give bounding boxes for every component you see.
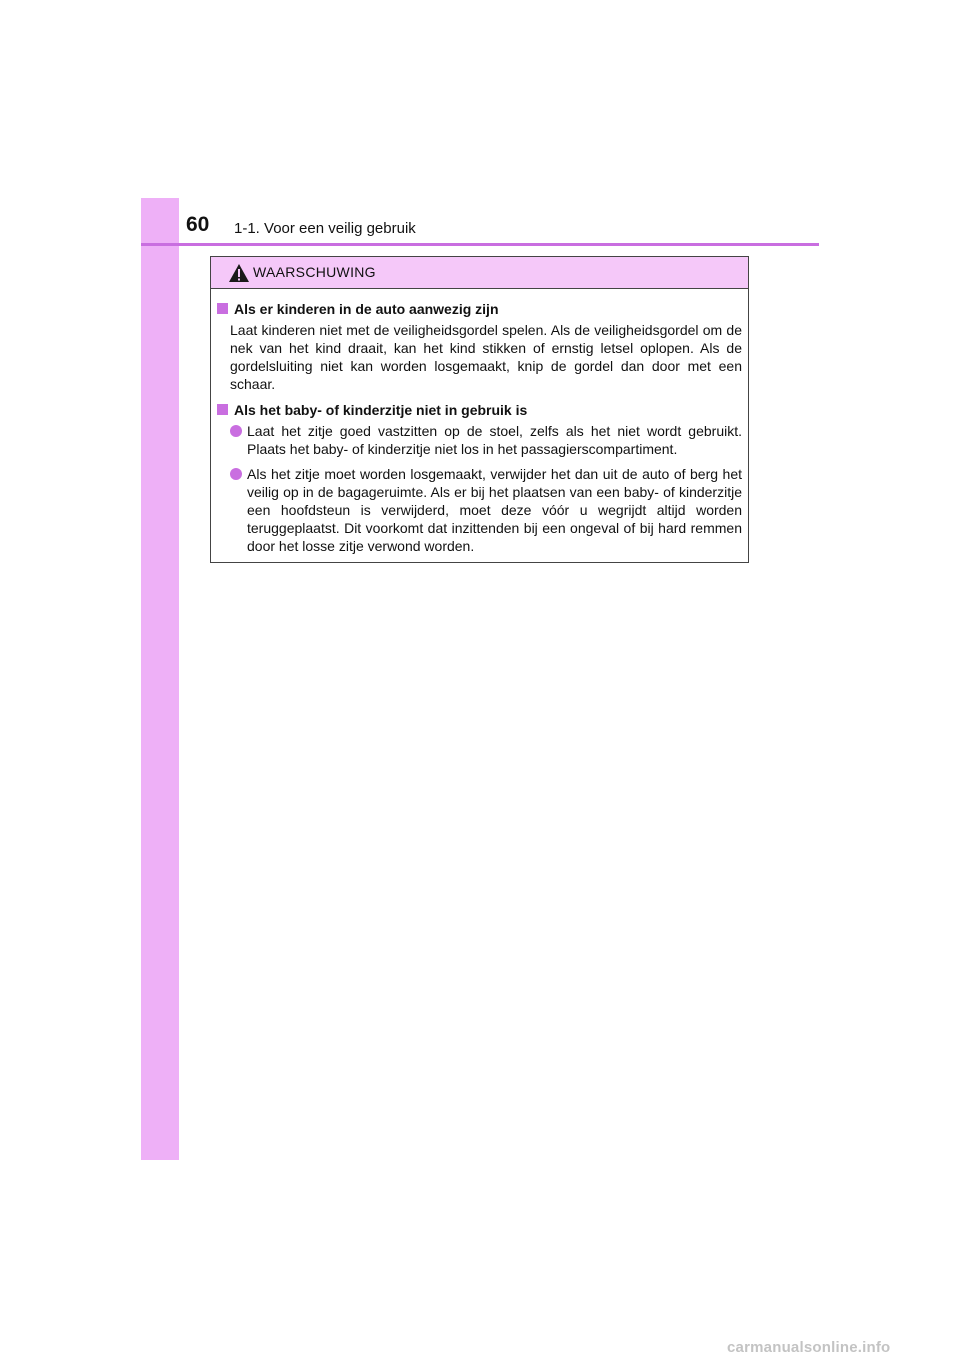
round-bullet-icon xyxy=(230,425,242,437)
warning-title: WAARSCHUWING xyxy=(253,264,376,280)
warning-header xyxy=(211,257,748,289)
page-number: 60 xyxy=(186,213,210,236)
section-heading-child-seat xyxy=(217,401,742,419)
section-paragraph: Laat kinderen niet met de veiligheidsgordel spelen. Als de veiligheidsgordel om de nek van het kind draait, kan het kind stikken of ernstig letsel oplopen. Als de gordelsluiting niet kan worden losgemaakt, knip de gordel dan door met een schaar. xyxy=(230,322,742,392)
square-bullet-icon xyxy=(217,303,228,314)
bullet-text: Als het zitje moet worden losgemaakt, verwijder het dan uit de auto of berg het veilig op in de bagageruimte. Als er bij het plaatsen van een baby- of kinderzitje een hoofdsteun is verwijderd, moet deze vóór u wegrijdt altijd worden teruggeplaatst. Dit voorkomt dat inzittenden bij een ongeval of bij hard remmen door het losse zitje verwond worden. xyxy=(247,466,742,554)
watermark: carmanualsonline.info xyxy=(727,1339,891,1356)
warning-triangle-icon xyxy=(228,263,250,283)
bullet-text: Laat het zitje goed vastzitten op de stoel, zelfs als het niet wordt gebruikt. Plaats het baby- of kinderzitje niet los in het passagierscompartiment. xyxy=(247,423,742,457)
bullet-item xyxy=(230,422,742,458)
warning-body xyxy=(211,289,748,555)
section-heading-children xyxy=(217,300,742,318)
header-rule xyxy=(141,243,819,246)
side-band xyxy=(141,198,179,1160)
bullet-item xyxy=(230,465,742,555)
section-heading-text: Als het baby- of kinderzitje niet in gebruik is xyxy=(234,402,528,418)
square-bullet-icon xyxy=(217,404,228,415)
warning-box xyxy=(210,256,749,563)
round-bullet-icon xyxy=(230,468,242,480)
section-heading-text: Als er kinderen in de auto aanwezig zijn xyxy=(234,301,499,317)
chapter-title: 1-1. Voor een veilig gebruik xyxy=(234,220,416,237)
